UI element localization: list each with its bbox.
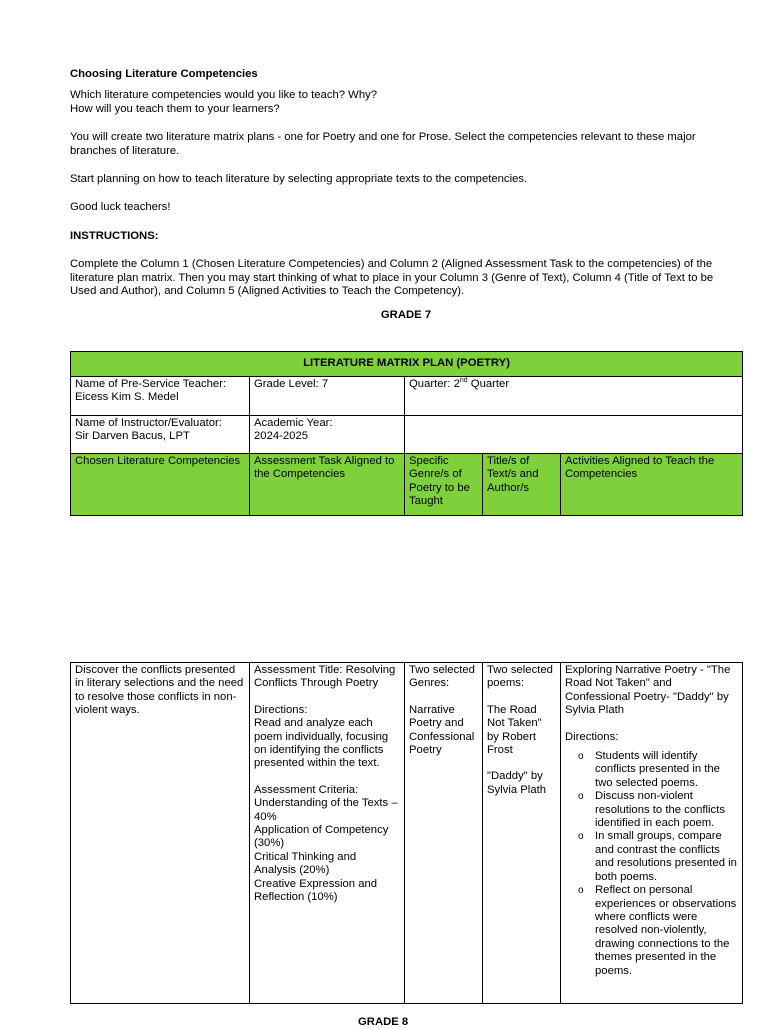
- list-item: o Students will identify conflicts presented in the two selected poems.: [595, 750, 738, 790]
- criteria-item: Understanding of the Texts – 40%: [254, 797, 398, 823]
- criteria-item: Application of Competency (30%): [254, 824, 389, 850]
- criteria-item: Creative Expression and Reflection (10%): [254, 877, 378, 904]
- intro-paragraph-3: Good luck teachers!: [70, 201, 171, 214]
- assessment-criteria-label: Assessment Criteria:: [254, 783, 359, 796]
- activities-cell: [561, 663, 743, 1004]
- activity-list: [565, 750, 738, 978]
- list-item: o Discuss non-violent resolutions to the conflicts identified in each poem.: [595, 790, 738, 830]
- list-item: o In small groups, compare and contrast the conflicts and resolutions presented in both poems.: [595, 830, 738, 884]
- empty-cell: [405, 416, 743, 454]
- intro-question-2: How will you teach them to your learners?: [70, 102, 280, 115]
- quarter-cell: [405, 377, 743, 416]
- titles-intro: Two selected poems:: [487, 664, 553, 690]
- teacher-label: Name of Pre-Service Teacher:: [75, 378, 227, 390]
- genre-list: Narrative Poetry and Confessional Poetry: [409, 703, 475, 757]
- teacher-name: Eicess Kim S. Medel: [75, 391, 179, 404]
- assessment-cell: [250, 663, 405, 1004]
- academic-year-cell: [250, 416, 405, 454]
- titles-cell: [483, 663, 561, 1004]
- activity-title: Exploring Narrative Poetry - "The Road Not Taken" and Confessional Poetry- "Daddy" by Sylvia Plath: [565, 664, 731, 717]
- instructor-label: Name of Instructor/Evaluator:: [75, 417, 222, 429]
- quarter-prefix: Quarter: 2: [409, 378, 460, 390]
- grade-7-label: GRADE 7: [380, 309, 432, 322]
- academic-year-value: 2024-2025: [254, 430, 309, 443]
- matrix-plan-title: LITERATURE MATRIX PLAN (POETRY): [71, 352, 743, 377]
- assessment-directions-text: Read and analyze each poem individually, focusing on identifying the conflicts presented within the text.: [254, 717, 389, 770]
- grade-8-label: GRADE 8: [358, 1016, 409, 1028]
- intro-paragraph-2: Start planning on how to teach literature by selecting appropriate texts to the competencies.: [70, 173, 528, 186]
- title-1: The Road Not Taken" by Robert Frost: [487, 703, 542, 757]
- matrix-plan-content-table: [70, 662, 743, 1004]
- genre-intro: Two selected Genres:: [409, 664, 475, 690]
- teacher-cell: [71, 377, 250, 416]
- instructions-heading: INSTRUCTIONS:: [70, 229, 159, 242]
- academic-year-label: Academic Year:: [254, 417, 333, 429]
- instructions-text: Complete the Column 1 (Chosen Literature Competencies) and Column 2 (Aligned Assessment Task to the competencies) of the literature plan matrix. Then you may start thinking of what to place in your Column 3 (Genre of Text), Column 4 (Title of Text to be Used and Author), and Column 5 (Aligned Activities to Teach the Competency).: [70, 258, 714, 298]
- matrix-plan-header-table: [70, 351, 743, 516]
- genre-cell: [405, 663, 483, 1004]
- activity-directions-label: Directions:: [565, 730, 619, 743]
- criteria-item: Critical Thinking and Analysis (20%): [254, 850, 357, 877]
- header-activities: Activities Aligned to Teach the Competencies: [561, 454, 743, 516]
- quarter-sup: nd: [459, 377, 468, 385]
- header-assessment: Assessment Task Aligned to the Competencies: [250, 454, 405, 516]
- header-competencies: Chosen Literature Competencies: [71, 454, 250, 516]
- header-titles: Title/s of Text/s and Author/s: [483, 454, 561, 516]
- intro-section: [70, 68, 742, 323]
- instructor-name: Sir Darven Bacus, LPT: [75, 430, 190, 443]
- intro-paragraph-1: You will create two literature matrix plans - one for Poetry and one for Prose. Select the competencies relevant to these major branches of literature.: [70, 131, 696, 157]
- intro-question-1: Which literature competencies would you like to teach? Why?: [70, 89, 378, 102]
- page-title: Choosing Literature Competencies: [70, 68, 258, 80]
- assessment-directions-label: Directions:: [254, 703, 308, 716]
- competency-cell: Discover the conflicts presented in literary selections and the need to resolve those conflicts in non-violent ways.: [71, 663, 250, 1004]
- grade-level: Grade Level: 7: [250, 377, 405, 416]
- list-item: o Reflect on personal experiences or observations where conflicts were resolved non-violently, drawing connections to the themes presented in the poems.: [595, 884, 738, 978]
- title-2: "Daddy" by Sylvia Plath: [487, 770, 547, 796]
- quarter-suffix: Quarter: [467, 378, 510, 390]
- assessment-title: Assessment Title: Resolving Conflicts Through Poetry: [254, 664, 396, 690]
- instructor-cell: [71, 416, 250, 454]
- header-genre: Specific Genre/s of Poetry to be Taught: [405, 454, 483, 516]
